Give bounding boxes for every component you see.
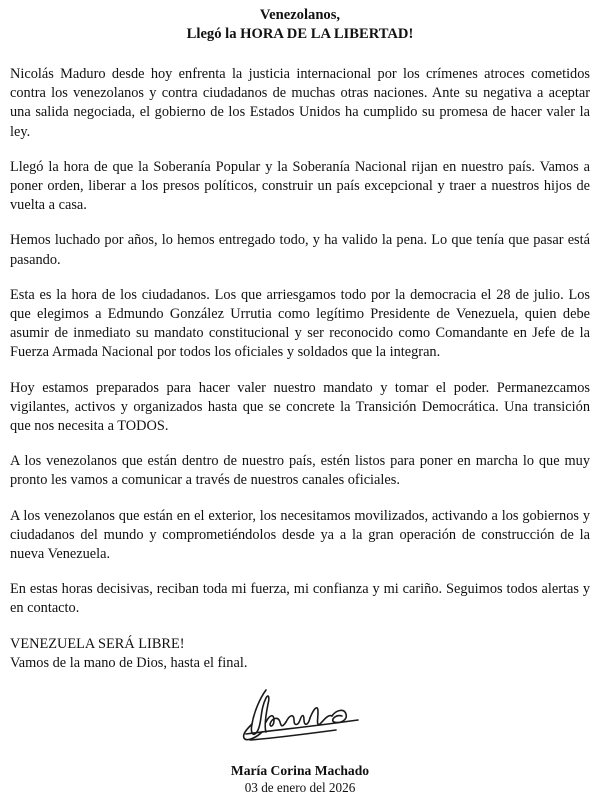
letter-closing (10, 635, 590, 673)
paragraph: Hemos luchado por años, lo hemos entregado todo, y ha valido la pena. Lo que tenía que pasar está pasando. (10, 232, 590, 268)
signatory-name: María Corina Machado (230, 763, 370, 778)
paragraph: A los venezolanos que están dentro de nuestro país, estén listos para poner en marcha lo que muy pronto les vamos a comunicar a través de nuestros canales oficiales. (10, 453, 590, 489)
letter-headline: Llegó la HORA DE LA LIBERTAD! (186, 26, 414, 42)
paragraph: Hoy estamos preparados para hacer valer nuestro mandato y tomar el poder. Permanezcamos vigilantes, activos y organizados hasta que se concrete la Transición Democrática. Una transición que nos necesita a TODOS. (10, 379, 590, 435)
letter-header (10, 6, 590, 44)
paragraph: A los venezolanos que están en el exterior, los necesitamos movilizados, activando a los gobiernos y ciudadanos del mundo y comprometiéndolos desde ya a la gran operación de construcción de la nueva Venezuela. (10, 507, 590, 563)
handwritten-signature (236, 684, 366, 746)
paragraph: Esta es la hora de los ciudadanos. Los que arriesgamos todo por la democracia el 28 de julio. Los que elegimos a Edmundo González Urrutia como legítimo Presidente de Venezuela, quien debe asumir de inmediato su mandato constitucional y ser reconocido como Comandante en Jefe de la Fuerza Armada Nacional por todos los oficiales y soldados que la integran. (10, 286, 590, 361)
paragraph: En estas horas decisivas, reciban toda mi fuerza, mi confianza y mi cariño. Seguimos todos alertas y en contacto. (10, 581, 590, 617)
letter-body (10, 65, 590, 619)
letter-date: 03 de enero del 2026 (244, 780, 356, 795)
letter-greeting: Venezolanos, (259, 7, 341, 23)
closing-farewell: Vamos de la mano de Dios, hasta el final. (10, 654, 248, 671)
paragraph: Llegó la hora de que la Soberanía Popular y la Soberanía Nacional rijan en nuestro país. Vamos a poner orden, liberar a los presos políticos, construir un país excepcional y traer a nuestros hijos de vuelta a casa. (10, 158, 590, 214)
closing-slogan: VENEZUELA SERÁ LIBRE! (10, 635, 185, 652)
paragraph: Nicolás Maduro desde hoy enfrenta la justicia internacional por los crímenes atroces cometidos contra los venezolanos y contra ciudadanos de muchas otras naciones. Ante su negativa a aceptar una salida negociada, el gobierno de los Estados Unidos ha cumplido su promesa de hacer valer la ley. (10, 66, 590, 140)
